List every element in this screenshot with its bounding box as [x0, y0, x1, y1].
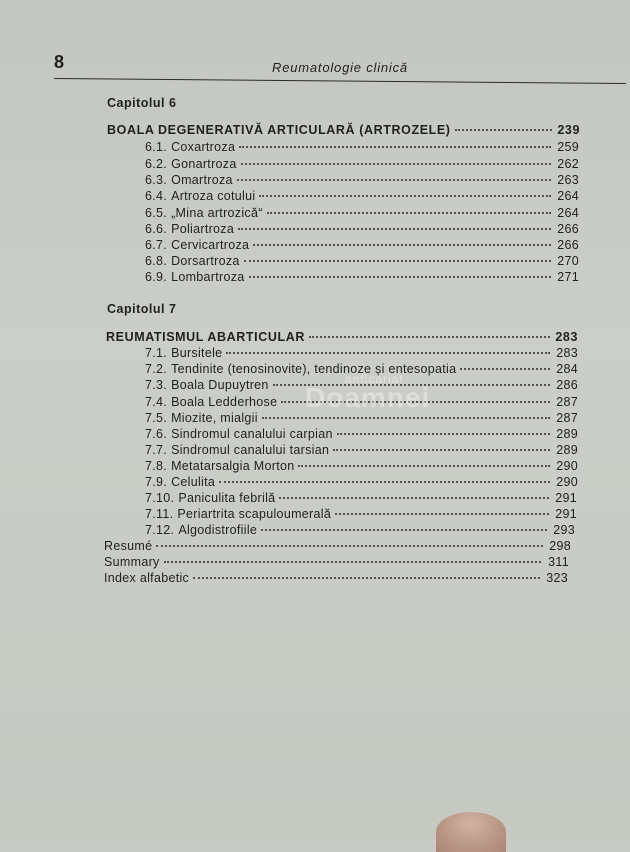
dot-leader [164, 561, 541, 563]
toc-number: 7.7. [145, 443, 168, 457]
watermark-small: anticariat [345, 372, 404, 386]
toc-page: 262 [557, 157, 579, 171]
toc-page: 291 [555, 491, 577, 505]
toc-page: 266 [557, 222, 579, 236]
toc-entry[interactable] [145, 475, 578, 491]
toc-title: Paniculita febrilă [178, 491, 276, 505]
toc-entry[interactable] [145, 270, 579, 286]
toc-entry[interactable] [145, 238, 579, 254]
toc-page: 264 [557, 189, 579, 203]
toc-entry[interactable] [145, 491, 577, 507]
toc-page: 298 [549, 539, 571, 553]
toc-page: 287 [556, 395, 578, 409]
toc-title: Summary [104, 555, 160, 569]
dot-leader [226, 352, 550, 354]
toc-number: 7.1. [145, 346, 168, 360]
toc-page: 263 [557, 173, 579, 187]
toc-number: 7.9. [145, 475, 168, 489]
watermark-large: Doamnei [305, 382, 431, 413]
dot-leader [249, 276, 551, 278]
toc-entry[interactable] [145, 206, 579, 222]
toc-entry[interactable] [145, 362, 578, 378]
toc-entry-chapter-6[interactable] [107, 123, 580, 139]
toc-page: 284 [556, 362, 578, 376]
dot-leader [219, 481, 550, 483]
toc-title: BOALA DEGENERATIVĂ ARTICULARĂ (ARTROZELE) [107, 123, 451, 137]
toc-number: 7.8. [145, 459, 168, 473]
toc-entry-back-matter[interactable] [104, 571, 568, 587]
toc-title: REUMATISMUL ABARTICULAR [106, 330, 305, 344]
toc-page: 283 [556, 346, 578, 360]
toc-number: 6.8. [145, 254, 168, 268]
dot-leader [281, 401, 550, 403]
toc-entry-back-matter[interactable] [104, 555, 569, 571]
toc-title: Algodistrofiile [178, 523, 258, 537]
dot-leader [337, 433, 550, 435]
toc-entry[interactable] [145, 189, 579, 205]
toc-entry[interactable] [145, 395, 578, 411]
dot-leader [267, 212, 551, 214]
toc-title: Artroza cotului [171, 189, 256, 203]
dot-leader [455, 129, 552, 131]
toc-number: 6.2. [145, 157, 168, 171]
toc-number: 6.9. [145, 270, 168, 284]
dot-leader [237, 179, 551, 181]
toc-page: 289 [556, 443, 578, 457]
toc-page: 323 [546, 571, 568, 585]
toc-title: Sindromul canalului carpian [171, 427, 333, 441]
dot-leader [238, 228, 551, 230]
toc-title: Resumé [104, 539, 153, 553]
dot-leader [262, 417, 550, 419]
toc-number: 7.2. [145, 362, 168, 376]
toc-title: Omartroza [171, 173, 233, 187]
toc-entry[interactable] [145, 378, 578, 394]
toc-page: 270 [557, 254, 579, 268]
toc-page: 289 [556, 427, 578, 441]
running-title: Reumatologie clinică [272, 60, 408, 75]
chapter-7-label: Capitolul 7 [107, 302, 177, 316]
toc-title: Metatarsalgia Morton [171, 459, 295, 473]
dot-leader [244, 260, 551, 262]
toc-number: 6.6. [145, 222, 168, 236]
toc-entry[interactable] [145, 157, 579, 173]
dot-leader [241, 163, 551, 165]
chapter-6-label: Capitolul 6 [107, 96, 177, 110]
dot-leader [335, 513, 549, 515]
toc-entry[interactable] [145, 140, 579, 156]
dot-leader [298, 465, 550, 467]
toc-entry[interactable] [145, 427, 578, 443]
toc-title: Gonartroza [171, 157, 237, 171]
toc-number: 6.1. [145, 140, 168, 154]
toc-title: Bursitele [171, 346, 223, 360]
toc-entry[interactable] [145, 411, 578, 427]
toc-title: Boala Dupuytren [171, 378, 269, 392]
toc-title: Periartrita scapuloumerală [177, 507, 332, 521]
toc-title: Boala Ledderhose [171, 395, 278, 409]
dot-leader [279, 497, 549, 499]
dot-leader [273, 384, 550, 386]
dot-leader [333, 449, 550, 451]
toc-page: 283 [555, 330, 578, 344]
dot-leader [460, 368, 550, 370]
toc-title: Cervicartroza [171, 238, 250, 252]
toc-page: 287 [556, 411, 578, 425]
toc-entry[interactable] [145, 443, 578, 459]
toc-title: Tendinite (tenosinovite), tendinoze și entesopatia [171, 362, 457, 376]
toc-entry[interactable] [145, 173, 579, 189]
toc-number: 7.4. [145, 395, 168, 409]
toc-entry[interactable] [145, 222, 579, 238]
toc-page: 290 [556, 475, 578, 489]
toc-page: 264 [557, 206, 579, 220]
toc-entry-back-matter[interactable] [104, 539, 571, 555]
toc-title: Poliartroza [171, 222, 235, 236]
toc-page: 266 [557, 238, 579, 252]
dot-leader [239, 146, 551, 148]
dot-leader [259, 195, 551, 197]
toc-title: Miozite, mialgii [171, 411, 258, 425]
toc-number: 7.6. [145, 427, 168, 441]
toc-number: 7.5. [145, 411, 168, 425]
toc-number: 6.4. [145, 189, 168, 203]
toc-page: 259 [557, 140, 579, 154]
toc-title: Lombartroza [171, 270, 245, 284]
dot-leader [253, 244, 551, 246]
dot-leader [309, 336, 550, 338]
toc-page: 271 [557, 270, 579, 284]
toc-number: 7.12. [145, 523, 175, 537]
toc-entry-chapter-7[interactable] [106, 330, 578, 346]
toc-number: 7.10. [145, 491, 175, 505]
toc-number: 6.7. [145, 238, 168, 252]
dot-leader [156, 545, 543, 547]
toc-number: 6.5. [145, 206, 168, 220]
toc-title: Celulita [171, 475, 216, 489]
toc-title: Index alfabetic [104, 571, 190, 585]
toc-entry[interactable] [145, 523, 575, 539]
toc-number: 6.3. [145, 173, 168, 187]
toc-page: 286 [556, 378, 578, 392]
toc-page: 290 [556, 459, 578, 473]
toc-page: 293 [553, 523, 575, 537]
dot-leader [193, 577, 540, 579]
toc-title: Coxartroza [171, 140, 236, 154]
toc-title: Sindromul canalului tarsian [171, 443, 330, 457]
toc-title: „Mina artrozică“ [171, 206, 263, 220]
dot-leader [261, 529, 547, 531]
toc-page: 311 [548, 555, 569, 569]
toc-entry[interactable] [145, 346, 578, 362]
toc-page: 291 [555, 507, 577, 521]
page-number: 8 [54, 52, 65, 72]
toc-page: 239 [557, 123, 580, 137]
toc-entry[interactable] [145, 254, 579, 270]
thumb-photo-artifact [436, 812, 506, 852]
toc-title: Dorsartroza [171, 254, 240, 268]
toc-number: 7.3. [145, 378, 168, 392]
toc-entry[interactable] [145, 507, 577, 523]
header-rule [54, 78, 626, 84]
toc-number: 7.11. [145, 507, 174, 521]
toc-entry[interactable] [145, 459, 578, 475]
